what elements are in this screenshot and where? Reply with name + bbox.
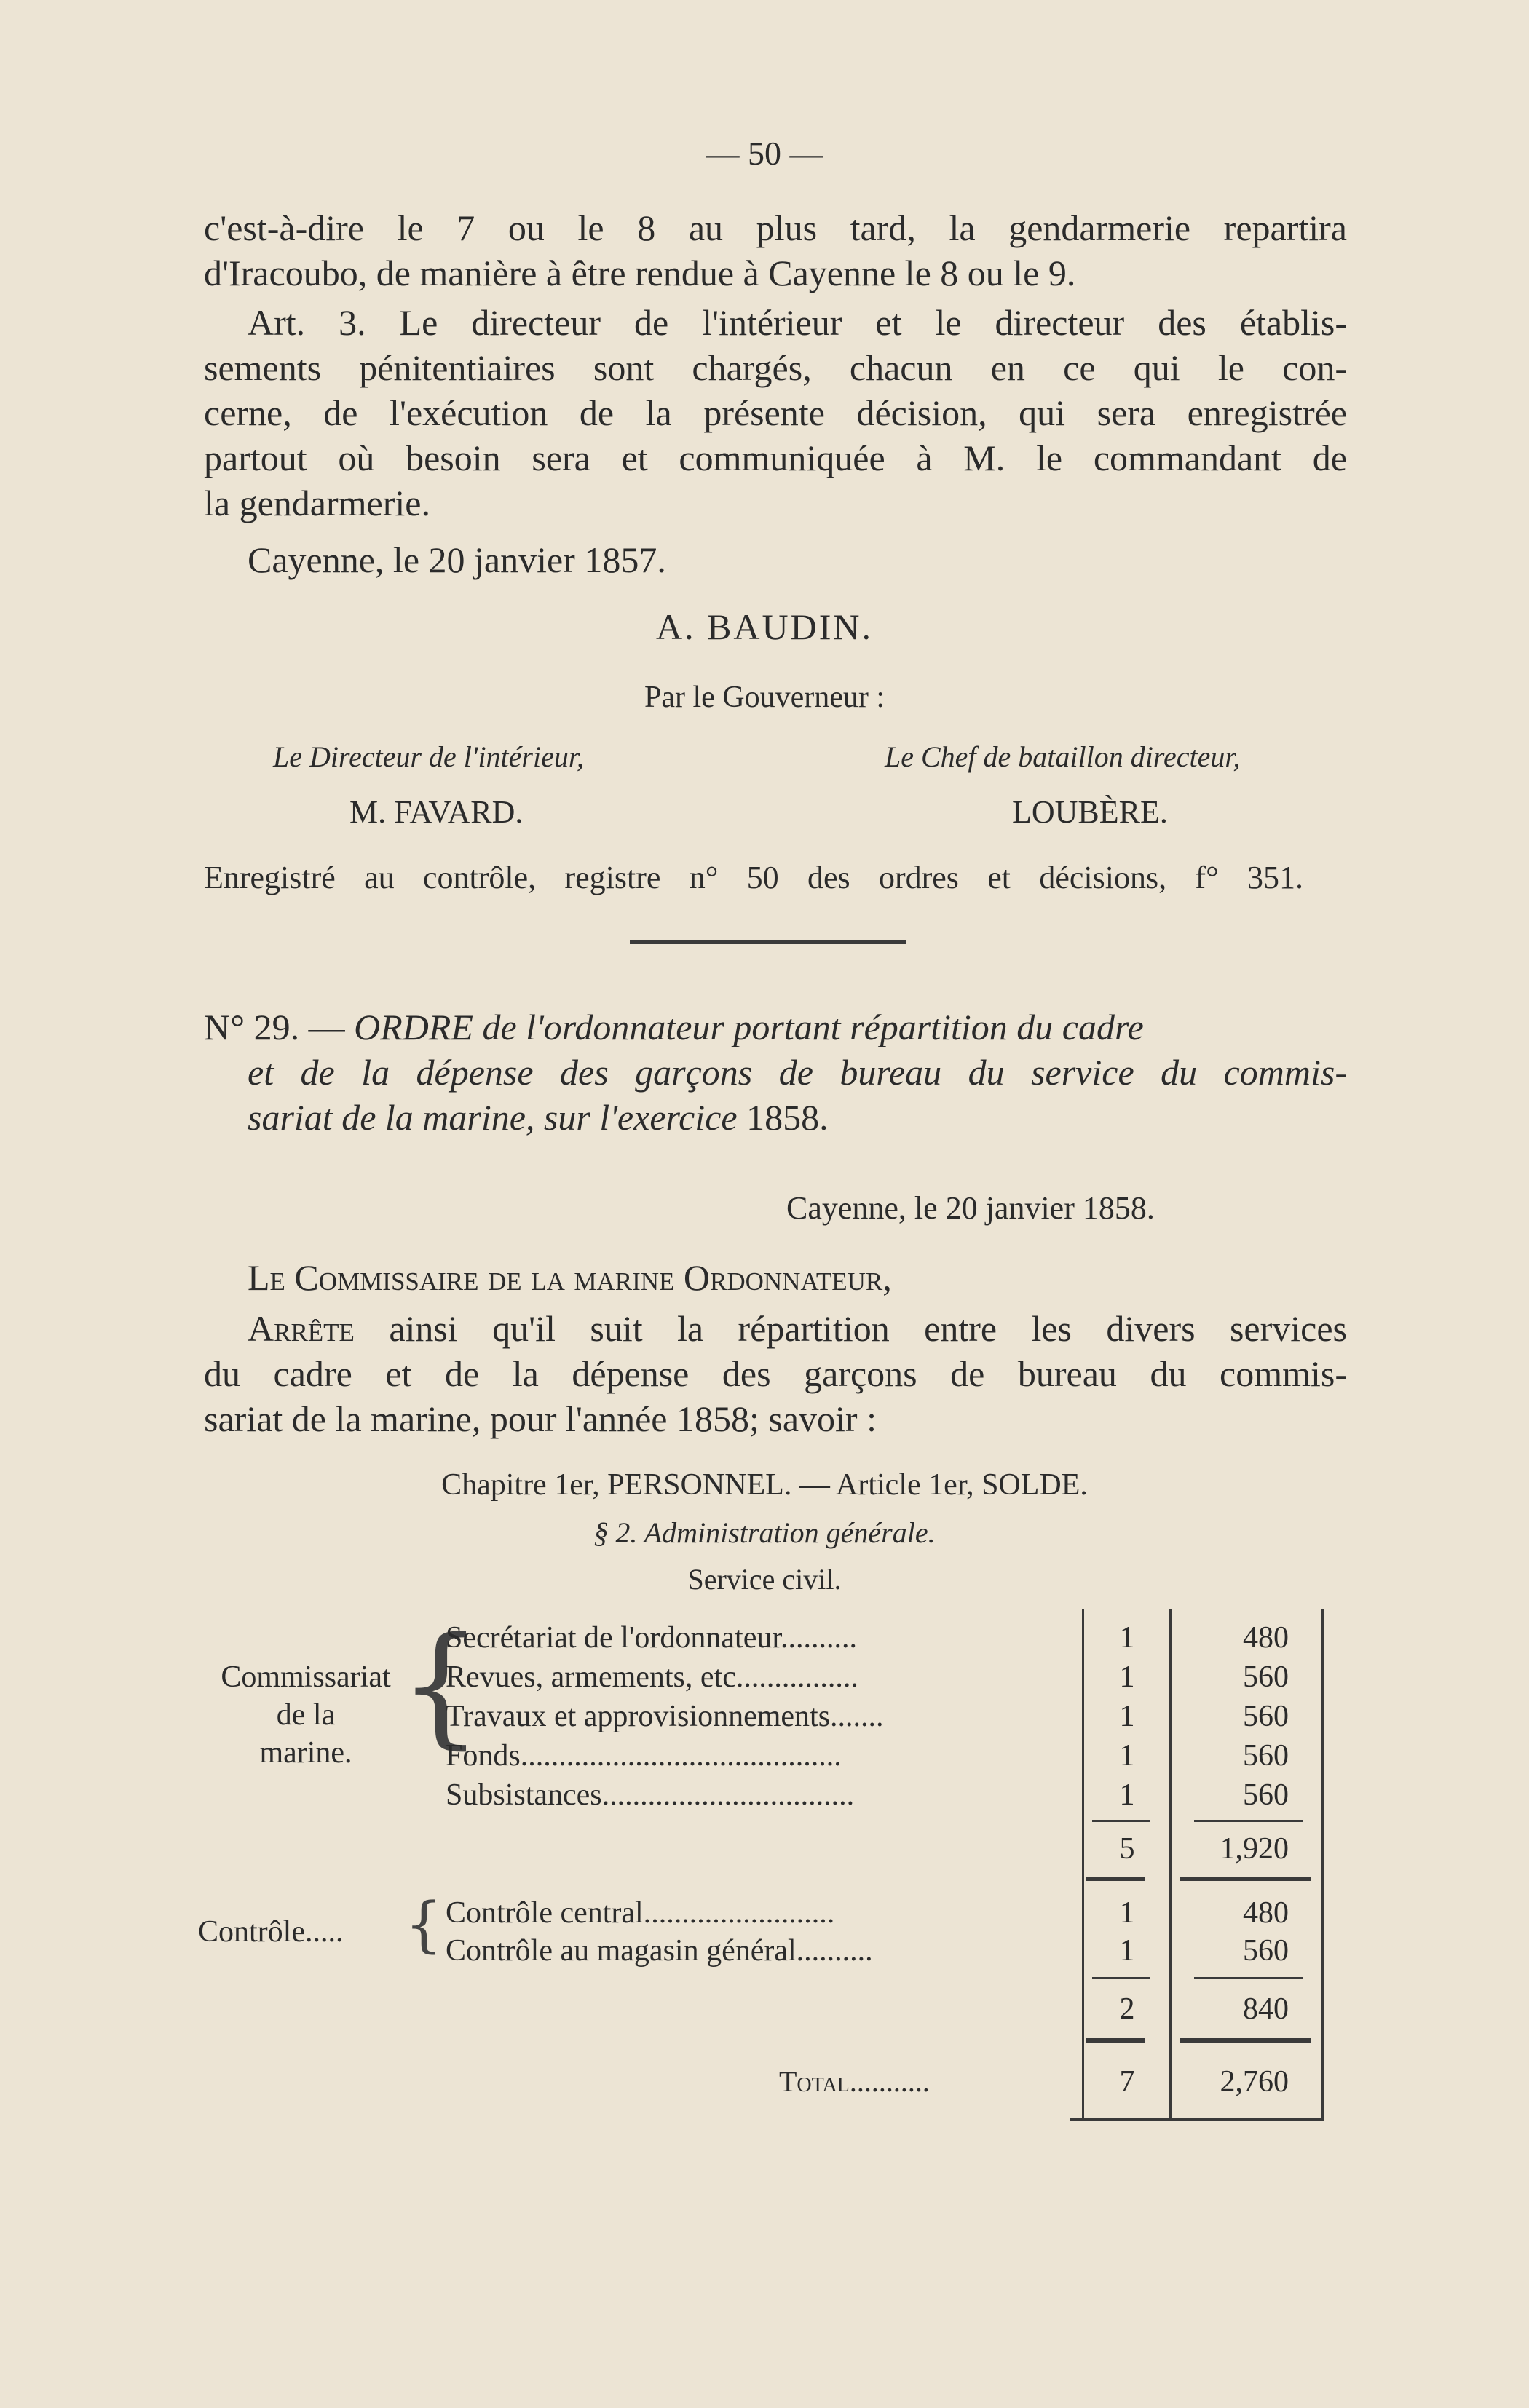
- intro-line-2: d'Iracoubo, de manière à être rendue à Cayenne le 8 ou le 9.: [204, 253, 1076, 293]
- group1-subtotal-amount-underline: [1180, 1877, 1311, 1881]
- order-title-line-1: ORDRE de l'ordonnateur portant répartition du cadre: [354, 1007, 1144, 1047]
- total-amount: 2,760: [1220, 2065, 1289, 2099]
- art3-line-5: la gendarmerie.: [204, 483, 430, 523]
- group1-subtotal-amount-rule: [1194, 1820, 1303, 1822]
- signatory-left-title: Le Directeur de l'intérieur,: [273, 740, 584, 773]
- signature-governor: A. BAUDIN.: [655, 606, 874, 647]
- group2-row-2-label: Contrôle au magasin général..........: [446, 1934, 873, 1968]
- arrete-line-3: sariat de la marine, pour l'année 1858; savoir :: [204, 1398, 877, 1439]
- group2-row-1-label: Contrôle central.........................: [446, 1896, 835, 1930]
- order-title-line-2: et de la dépense des garçons de bureau du service du commis-: [248, 1052, 1347, 1093]
- registration-line: Enregistré au contrôle, registre n° 50 des ordres et décisions, f° 351.: [204, 860, 1303, 895]
- table-rule-v2: [1169, 1609, 1172, 2118]
- group1-row-3-count: 1: [1119, 1700, 1135, 1733]
- order-heading-line-1: [204, 1005, 1144, 1050]
- table-rule-bottom: [1070, 2118, 1324, 2121]
- group1-row-5-label: Subsistances.................................: [446, 1778, 855, 1812]
- group2-subtotal-count-rule: [1092, 1977, 1150, 1979]
- table-rule-v1: [1082, 1609, 1084, 2118]
- group1-row-2-amount: 560: [1243, 1660, 1289, 1694]
- group2-subtotal-count: 2: [1119, 1992, 1135, 2026]
- group1-row-3-amount: 560: [1243, 1700, 1289, 1733]
- group1-row-1-amount: 480: [1243, 1621, 1289, 1655]
- par-le-gouverneur: Par le Gouverneur :: [644, 681, 885, 714]
- art3-line-1: Art. 3. Le directeur de l'intérieur et le directeur des établis-: [248, 302, 1347, 343]
- group1-subtotal-count: 5: [1119, 1832, 1135, 1866]
- order-heading-line-3: [248, 1095, 829, 1140]
- group1-row-4-label: Fonds..........................................: [446, 1739, 842, 1773]
- group1-row-4-amount: 560: [1243, 1739, 1289, 1773]
- page-number: — 50 —: [706, 135, 823, 172]
- group1-row-5-amount: 560: [1243, 1778, 1289, 1812]
- group1-row-2-count: 1: [1119, 1660, 1135, 1694]
- group1-row-2-label: Revues, armements, etc................: [446, 1660, 858, 1694]
- order-title-line-3: sariat de la marine, sur l'exercice: [248, 1097, 738, 1138]
- table-rule-v3: [1321, 1609, 1324, 2118]
- group2-row-1-amount: 480: [1243, 1896, 1289, 1930]
- date-1857: Cayenne, le 20 janvier 1857.: [248, 539, 666, 580]
- group1-label-line-3: marine.: [259, 1736, 352, 1770]
- section-heading: § 2. Administration générale.: [593, 1516, 936, 1549]
- group1-label: [197, 1658, 415, 1772]
- arrete-text-1: ainsi qu'il suit la répartition entre les divers services: [389, 1308, 1348, 1349]
- group2-brace: {: [405, 1890, 443, 1960]
- group1-row-3-label: Travaux et approvisionnements.......: [446, 1700, 884, 1733]
- group1-row-1-label: Secrétariat de l'ordonnateur..........: [446, 1621, 858, 1655]
- group1-label-line-1: Commissariat: [221, 1660, 391, 1694]
- group2-label: Contrôle.....: [198, 1915, 344, 1949]
- total-count: 7: [1119, 2065, 1135, 2099]
- group1-subtotal-count-rule: [1092, 1820, 1150, 1822]
- signatory-left-name: M. FAVARD.: [349, 794, 524, 830]
- chapter-heading: Chapitre 1er, PERSONNEL. — Article 1er, SOLDE.: [441, 1468, 1088, 1502]
- signatory-right-name: LOUBÈRE.: [1012, 794, 1168, 830]
- art3-line-3: cerne, de l'exécution de la présente décision, qui sera enregistrée: [204, 392, 1347, 433]
- art3-line-2: sements pénitentiaires sont chargés, chacun en ce qui le con-: [204, 347, 1347, 388]
- total-label: Total...........: [779, 2065, 930, 2098]
- group1-subtotal-amount: 1,920: [1220, 1832, 1289, 1866]
- group1-brace: {: [399, 1609, 483, 1762]
- section-separator: [630, 940, 906, 944]
- order-year: 1858.: [746, 1097, 829, 1138]
- group1-row-5-count: 1: [1119, 1778, 1135, 1812]
- order-date: Cayenne, le 20 janvier 1858.: [786, 1190, 1155, 1226]
- group2-subtotal-amount: 840: [1243, 1992, 1289, 2026]
- group2-row-1-count: 1: [1119, 1896, 1135, 1930]
- group2-subtotal-count-underline: [1086, 2038, 1145, 2043]
- arrete-line-1: [248, 1306, 1347, 1351]
- group1-row-4-count: 1: [1119, 1739, 1135, 1773]
- group1-row-1-count: 1: [1119, 1621, 1135, 1655]
- group2-row-2-amount: 560: [1243, 1934, 1289, 1968]
- signatory-right-title: Le Chef de bataillon directeur,: [885, 740, 1241, 773]
- service-heading: Service civil.: [687, 1563, 842, 1596]
- group1-label-line-2: de la: [276, 1698, 336, 1732]
- arrete-word: Arrête: [248, 1308, 355, 1349]
- group2-subtotal-amount-underline: [1180, 2038, 1311, 2043]
- order-number: N° 29. —: [204, 1007, 345, 1047]
- group1-subtotal-count-underline: [1086, 1877, 1145, 1881]
- group2-row-2-count: 1: [1119, 1934, 1135, 1968]
- group2-subtotal-amount-rule: [1194, 1977, 1303, 1979]
- order-preamble: Le Commissaire de la marine Ordonnateur,: [248, 1257, 892, 1298]
- intro-line-1: c'est-à-dire le 7 ou le 8 au plus tard, la gendarmerie repartira: [204, 207, 1347, 248]
- arrete-line-2: du cadre et de la dépense des garçons de bureau du commis-: [204, 1353, 1347, 1394]
- art3-line-4: partout où besoin sera et communiquée à M. le commandant de: [204, 437, 1347, 478]
